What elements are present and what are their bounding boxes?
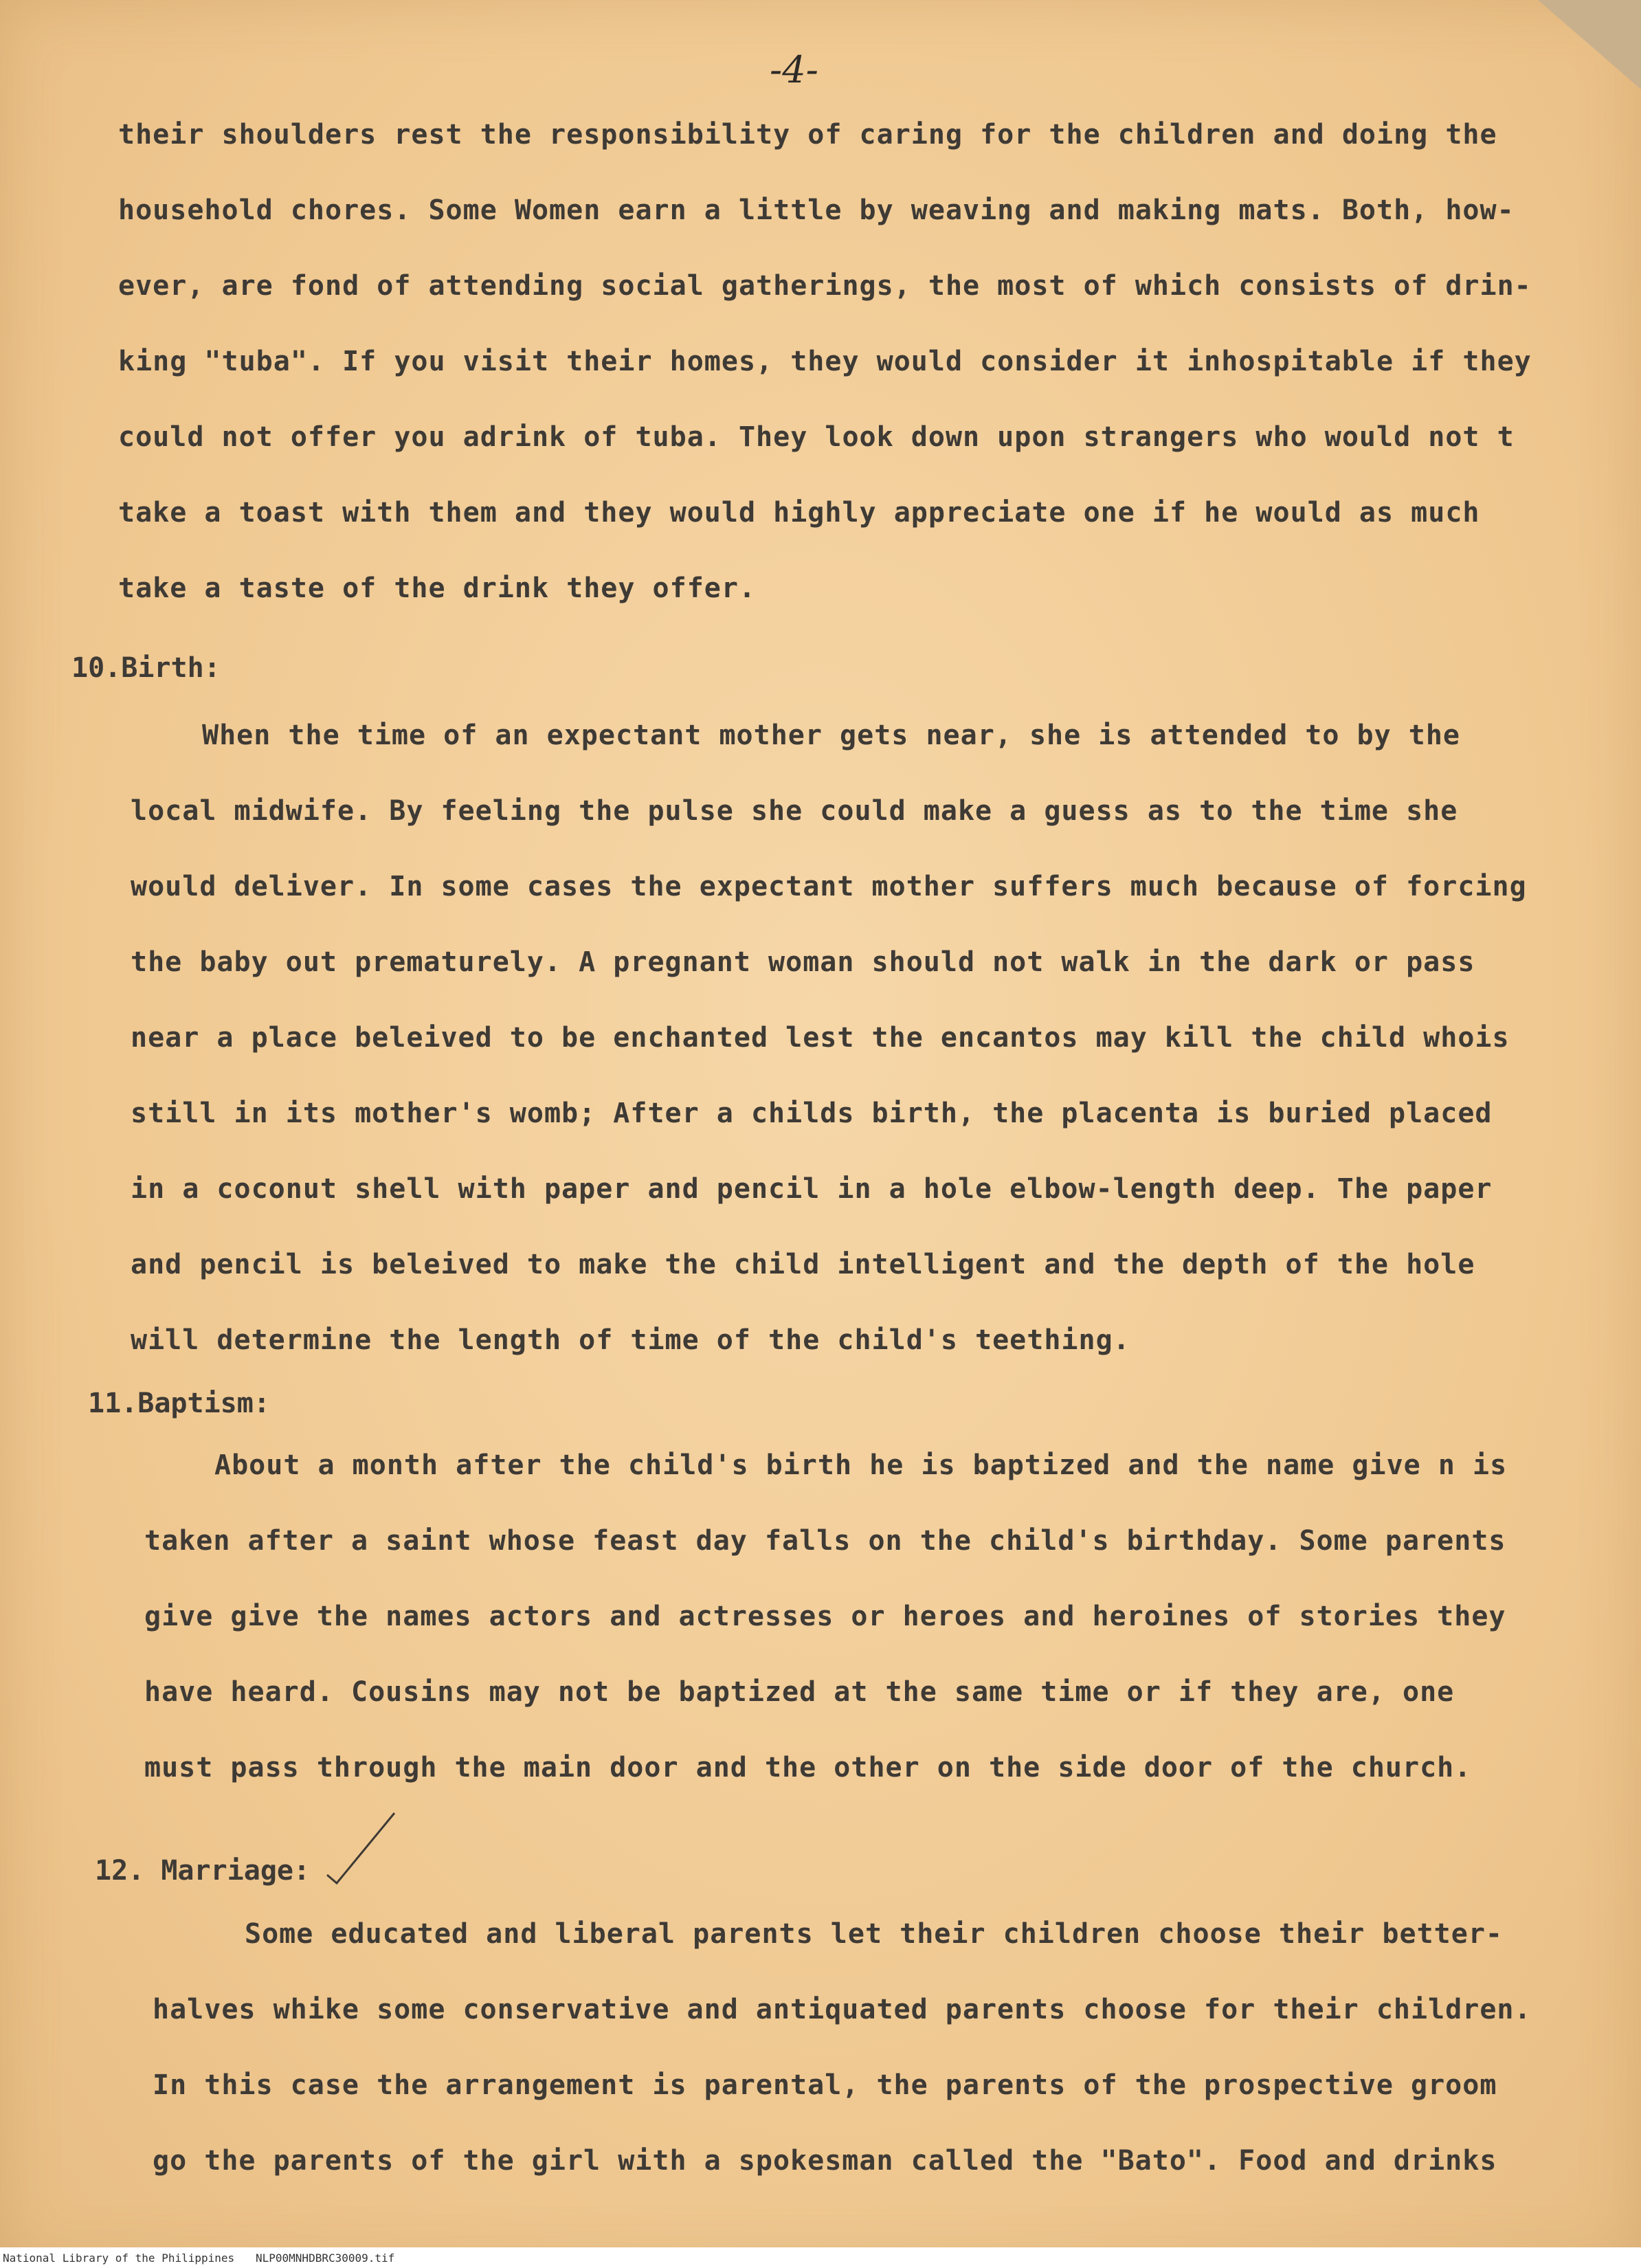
text-line: would deliver. In some cases the expectant mother suffers much because of forcing	[131, 871, 1527, 902]
text-line: king "tuba". If you visit their homes, they would consider it inhospitable if they	[118, 346, 1532, 377]
text-line: About a month after the child's birth he is baptized and the name give n is	[214, 1449, 1508, 1481]
text-line: in a coconut shell with paper and pencil in a hole elbow-length deep. The paper	[131, 1173, 1493, 1205]
text-line: could not offer you adrink of tuba. They look down upon strangers who would not t	[118, 421, 1515, 453]
text-line: near a place beleived to be enchanted lest the encantos may kill the child whois	[131, 1022, 1510, 1054]
section-heading-marriage: 12. Marriage:	[95, 1855, 311, 1887]
section-heading-baptism: 11.Baptism:	[88, 1388, 270, 1419]
text-line: local midwife. By feeling the pulse she could make a guess as to the time she	[131, 795, 1458, 827]
text-line: household chores. Some Women earn a little by weaving and making mats. Both, how-	[118, 194, 1515, 226]
text-line: go the parents of the girl with a spokesman called the "Bato". Food and drinks	[153, 2145, 1497, 2177]
text-line: taken after a saint whose feast day falls on the child's birthday. Some parents	[144, 1525, 1506, 1557]
text-line: In this case the arrangement is parental, the parents of the prospective groom	[153, 2069, 1497, 2101]
text-line: the baby out prematurely. A pregnant woman should not walk in the dark or pass	[131, 946, 1475, 978]
footer-filename: NLP00MNHDBRC30009.tif	[256, 2252, 395, 2265]
text-line: must pass through the main door and the other on the side door of the church.	[144, 1752, 1472, 1783]
page-number: -4-	[770, 48, 818, 91]
text-line: give give the names actors and actresses or heroes and heroines of stories they	[144, 1601, 1506, 1632]
section-heading-birth: 10.Birth:	[71, 652, 221, 684]
text-line: have heard. Cousins may not be baptized at the same time or if they are, one	[144, 1676, 1455, 1708]
archive-footer	[0, 2247, 1641, 2268]
pencil-check-mark	[323, 1809, 399, 1885]
text-line: take a taste of the drink they offer.	[118, 572, 757, 604]
text-line: will determine the length of time of the child's teething.	[131, 1324, 1130, 1356]
text-line: and pencil is beleived to make the child intelligent and the depth of the hole	[131, 1249, 1475, 1280]
text-line: still in its mother's womb; After a childs birth, the placenta is buried placed	[131, 1098, 1493, 1129]
text-line: halves whike some conservative and antiquated parents choose for their children.	[153, 1994, 1532, 2025]
folded-corner	[1538, 0, 1641, 89]
text-line: When the time of an expectant mother gets near, she is attended to by the	[202, 720, 1460, 751]
text-line: Some educated and liberal parents let their children choose their better-	[245, 1918, 1503, 1950]
text-line: take a toast with them and they would highly appreciate one if he would as much	[118, 497, 1480, 529]
text-line: their shoulders rest the responsibility of caring for the children and doing the	[118, 119, 1497, 151]
footer-institution: National Library of the Philippines	[3, 2252, 235, 2265]
text-line: ever, are fond of attending social gatherings, the most of which consists of drin-	[118, 270, 1532, 302]
